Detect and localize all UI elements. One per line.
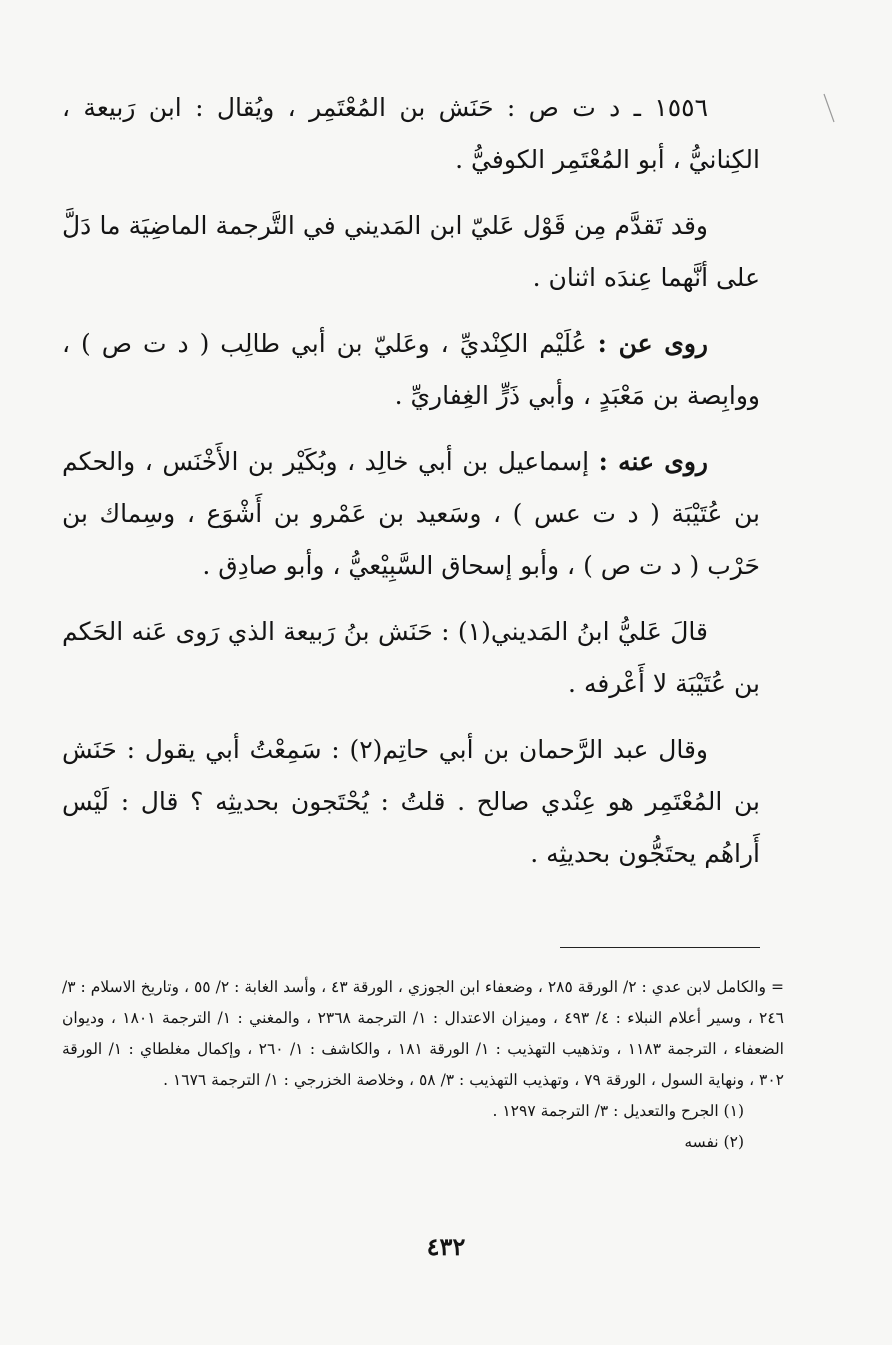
margin-scratch-mark bbox=[820, 92, 850, 132]
footnotes bbox=[62, 972, 784, 1158]
paragraph-narrated-by bbox=[62, 436, 760, 592]
footnote-separator bbox=[560, 947, 760, 948]
entry-heading-1556: ١٥٥٦ ـ د ت ص : حَنَش بن المُعْتَمِر ، ويُقال : ابن رَبيعة ، الكِنانيُّ ، أبو المُعْتَمِر الكوفيُّ . bbox=[62, 93, 760, 174]
paragraph-narrated-from bbox=[62, 318, 760, 422]
narrated-by-label: روى عنه : bbox=[598, 447, 708, 476]
paragraph-quote-abi-hatim: وقال عبد الرَّحمان بن أبي حاتِم(٢) : سَمِعْتُ أبي يقول : حَنَش بن المُعْتَمِر هو عِنْدي صالح . قلتُ : يُحْتَجون بحديثِه ؟ قال : لَيْس أَراهُم يحتَجُّون بحديثِه . bbox=[62, 735, 760, 868]
footnote-1: (١) الجرح والتعديل : ٣/ الترجمة ١٢٩٧ . bbox=[492, 1102, 744, 1120]
paragraph-prior-translation: وقد تَقدَّم مِن قَوْل عَليّ ابن المَديني في التَّرجمة الماضِيَة ما دَلَّ على أنَّهما عِندَه اثنان . bbox=[62, 211, 760, 292]
main-text bbox=[62, 82, 760, 894]
footnote-2: (٢) نفسه bbox=[684, 1133, 744, 1151]
narrated-by-text: إسماعيل بن أبي خالِد ، وبُكَيْر بن الأَخْنَس ، والحكم بن عُتَيْبَة ( د ت عس ) ، وسَعيد بن عَمْرو بن أَشْوَع ، وسِماك بن حَرْب ( د ت ص ) ، وأبو إسحاق السَّبِيْعيُّ ، وأبو صادِق . bbox=[62, 447, 760, 580]
narrated-from-text: عُلَيْم الكِنْديِّ ، وعَليّ بن أبي طالِب ( د ت ص ) ، ووابِصة بن مَعْبَدٍ ، وأبي ذَرٍّ الغِفاريِّ . bbox=[62, 329, 760, 410]
footnote-continuation: = والكامل لابن عدي : ٢/ الورقة ٢٨٥ ، وضعفاء ابن الجوزي ، الورقة ٤٣ ، وأسد الغابة : ٢/ ٥٥ ، وتاريخ الاسلام : ٣/ ٢٤٦ ، وسير أعلام النبلاء : ٤/ ٤٩٣ ، وميزان الاعتدال : ١/ الترجمة ٢٣٦٨ ، والمغني : ١/ الترجمة ١٨٠١ ، وديوان الضعفاء ، الترجمة ١١٨٣ ، وتذهيب التهذيب : ١/ الورقة ١٨١ ، والكاشف : ١/ ٢٦٠ ، وإكمال مغلطاي : ١/ الورقة ٣٠٢ ، ونهاية السول ، الورقة ٧٩ ، وتهذيب التهذيب : ٣/ ٥٨ ، وخلاصة الخزرجي : ١/ الترجمة ١٦٧٦ . bbox=[62, 978, 785, 1089]
narrated-from-label: روى عن : bbox=[597, 329, 708, 358]
paragraph-quote-madini: قالَ عَليُّ ابنُ المَديني(١) : حَنَش بنُ رَبيعة الذي رَوى عَنه الحَكم بن عُتَيْبَة لا أَعْرفه . bbox=[62, 617, 760, 698]
page-number: ٤٣٢ bbox=[426, 1232, 466, 1261]
